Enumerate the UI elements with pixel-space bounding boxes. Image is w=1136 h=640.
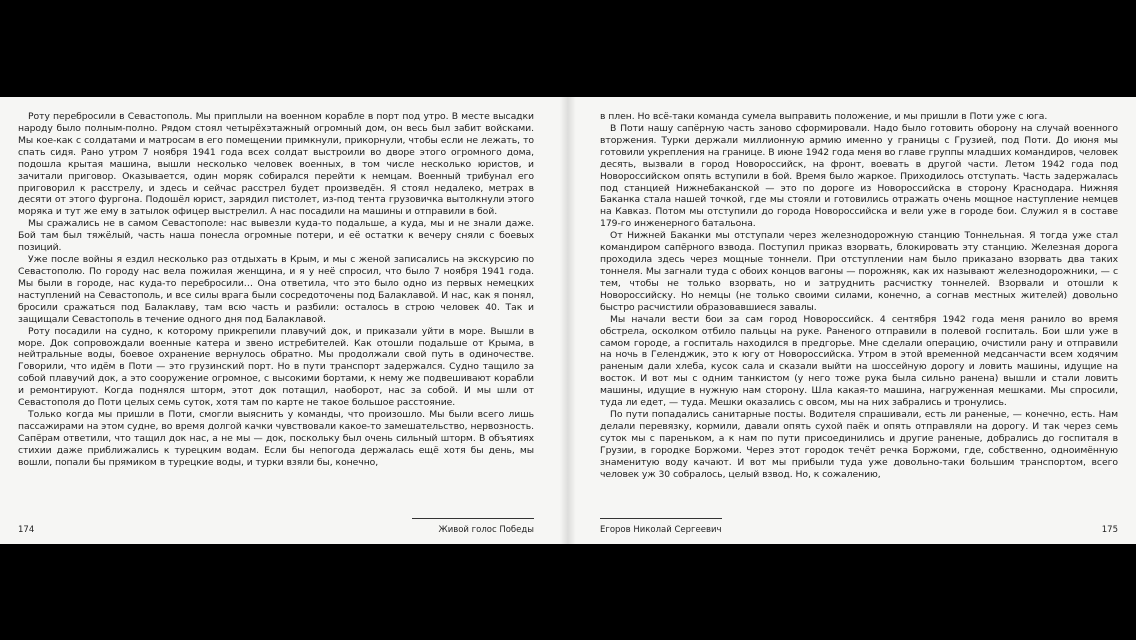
page-number: 175 xyxy=(1101,525,1118,535)
running-head: Егоров Николай Сергеевич xyxy=(600,525,722,535)
paragraph: В Поти нашу сапёрную часть заново сформировали. Надо было готовить оборону на случай военного вторжения. Турки держали миллионную армию именно у границы с Грузией, под Поти. До июня мы готовили укрепления на границе. В июне 1942 года меня во главе группы младших командиров, человек десять, вызвали в город Новороссийск, на фронт, воевать в другой части. Летом 1942 года под Новороссийском опять вступили в бой. Время было жаркое. Приходилось отступать. Часть задержалась под станцией Нижнебаканской — это по дороге из Новороссийска в сторону Краснодара. Нижняя Баканка стала нашей точкой, где мы стояли и готовились отражать очень мощное наступление немцев на Кавказ. Потом мы отступили до города Новороссийска и вели уже в городе бои. Служил я в составе 179-го инженерного батальона. xyxy=(600,122,1118,230)
page-gutter xyxy=(560,97,576,544)
page-number: 174 xyxy=(18,525,35,535)
paragraph: От Нижней Баканки мы отступали через железнодорожную станцию Тоннельная. Я тогда уже стал командиром сапёрного взвода. Поступил приказ взорвать, блокировать эту станцию. Железная дорога проходила здесь через мощные тоннели. При отступлении нам было приказано взорвать два таких тоннеля. Мы загнали туда с обоих концов вагоны — порожняк, как их называют железнодорожники, — с тем, чтобы не только взорвать, но и затруднить расчистку тоннелей. Взорвали и отошли к Новороссийску. Но немцы (не только своими силами, конечно, а согнав местных жителей) довольно быстро расчистили образовавшиеся завалы. xyxy=(600,230,1118,313)
left-page-footer xyxy=(18,521,534,535)
left-page xyxy=(18,111,534,544)
left-page-text xyxy=(18,111,534,469)
book-spread xyxy=(0,97,1136,544)
paragraph: в плен. Но всё-таки команда сумела выправить положение, и мы пришли в Поти уже с юга. xyxy=(600,111,1048,122)
footer-rule xyxy=(412,518,534,519)
paragraph: Мы сражались не в самом Севастополе: нас вывезли куда-то подальше, а куда, мы и не знали даже. Бой там был тяжёлый, часть наша понесла огромные потери, и её остатки к вечеру сняли с боевых позиций. xyxy=(18,218,534,254)
right-page xyxy=(600,111,1118,544)
right-page-footer xyxy=(600,521,1118,535)
paragraph: Роту перебросили в Севастополь. Мы приплыли на военном корабле в порт под утро. В месте высадки народу было полным-полно. Рядом стоял четырёхэтажный огромный дом, он весь был забит войсками. Мы кое-как с солдатами и матросам в его помещении примкнули, прикорнули, чтобы если не лежать, то спать сидя. Рано утром 7 ноября 1941 года всех солдат выстроили во дворе этого огромного дома, подошла крытая машина, вышли несколько человек военных, в том числе несколько юристов, и зачитали приговор. Оказывается, один моряк собирался перейти к немцам. Военный трибунал его приговорил к расстрелу, и здесь и сейчас расстрел будет произведён. Я стоял недалеко, метрах в десяти от этого фургона. Подошёл юрист, зарядил пистолет, из-под тента грузовичка вытолкнули этого моряка и тут же ему в затылок офицер выстрелил. А нас посадили на машины и отправили в бой. xyxy=(18,111,534,218)
paragraph: Мы начали вести бои за сам город Новороссийск. 4 сентября 1942 года меня ранило во время обстрела, осколком отбило пальцы на руке. Раненого отправили в полевой госпиталь. Бои шли уже в самом городе, а госпиталь находился в предгорье. Мне сделали операцию, очистили рану и отправили на ночь в Геленджик, это к югу от Новороссийска. Утром в этой временной медсанчасти всем ходячим раненым дали хлеба, кусок сала и сказали выйти на шоссейную дорогу и ловить машины, идущие на восток. И вот мы с одним танкистом (у него тоже рука была сильно ранена) вышли и стали ловить машины, идущие в нужную нам сторону. Шла какая-то машина, нагруженная мешками. Мы спросили, туда ли едет, — туда. Мешки оказались с овсом, мы на них забрались и тронулись. xyxy=(600,313,1118,409)
paragraph: Роту посадили на судно, к которому прикрепили плавучий док, и приказали уйти в море. Вышли в море. Док сопровождали военные катера и звено истребителей. Как отошли подальше от Крыма, в нейтральные воды, боевое охранение вернулось обратно. Мы продолжали свой путь в одиночестве. Говорили, что идём в Поти — это грузинский порт. Но в пути транспорт задержался. Судно тащило за собой плавучий док, а это сооружение огромное, с высокими бортами, к нему же подвешивают корабли и ремонтируют. Когда поднялся шторм, этот док потащил, наоборот, нас за собой. И мы шли от Севастополя до Поти целых семь суток, хотя там по карте не такое большое расстояние. xyxy=(18,325,534,409)
paragraph: Только когда мы пришли в Поти, смогли выяснить у команды, что произошло. Мы были всего лишь пассажирами на этом судне, во время долгой качки чувствовали какое-то замешательство, нервозность. Сапёрам ответили, что тащил док нас, а не мы — док, поскольку был очень сильный шторм. В объятиях стихии даже приближались к турецким водам. Если бы непогода держалась ещё хотя бы день, мы вошли, попали бы прямиком в турецкие воды, и турки взяли бы, конечно, xyxy=(18,409,534,468)
footer-rule xyxy=(600,518,722,519)
paragraph: По пути попадались санитарные посты. Водителя спрашивали, есть ли раненые, — конечно, есть. Нам делали перевязку, кормили, давали опять сухой паёк и опять отправляли на дорогу. И так через семь суток мы с пареньком, а к нам по пути присоединились и другие раненые, добрались до госпиталя в Грузии, в городке Боржоми. Через этот городок течёт речка Боржоми, где, собственно, одноимённую знаменитую воду качают. И вот мы прибыли туда уже довольно-таки большим транспортом, всего человек уж 30 собралось, целый взвод. Но, к сожалению, xyxy=(600,409,1118,480)
paragraph: Уже после войны я ездил несколько раз отдыхать в Крым, и мы с женой записались на экскурсию по Севастополю. По городу нас вела пожилая женщина, и я у неё спросил, что было 7 ноября 1941 года. Мы были в городе, нас куда-то перебросили… Она ответила, что это было одно из первых немецких наступлений на Севастополь, и все силы врага были сосредоточены под Балаклавой. И нас, как я понял, бросили сражаться под Балаклаву, там всю часть и разбили: осталось в строю человек 40. Так и защищали Севастополь в течение одного дня под Балаклавой. xyxy=(18,254,534,325)
running-head: Живой голос Победы xyxy=(438,525,534,535)
right-page-text xyxy=(600,111,1118,481)
